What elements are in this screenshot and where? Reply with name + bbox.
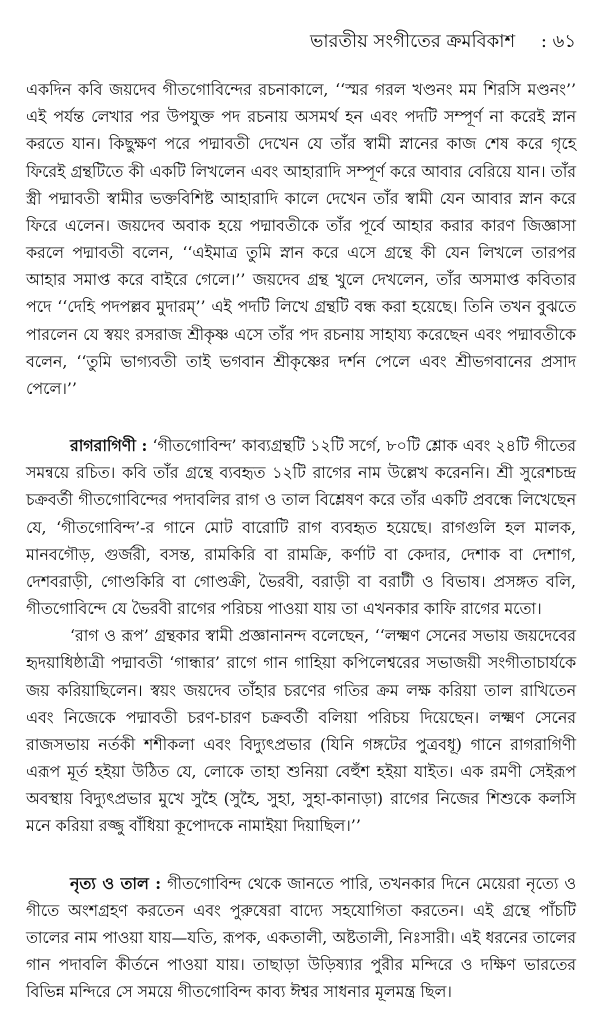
body-text bbox=[26, 76, 576, 1006]
paragraph-raag-o-roop-quote: ‘রাগ ও রূপ’ গ্রন্থকার স্বামী প্রজ্ঞানানন্দ বলেছেন, ‘‘লক্ষ্মণ সেনের সভায় জয়দেবের হৃদয়াধিষ্ঠাত্রী পদ্মাবতী ‘গান্ধার’ রাগে গান গাহিয়া কপিলেশ্বরের সভাজয়ী সংগীতাচার্যকে জয় করিয়াছিলেন। স্বয়ং জয়দেব তাঁহার চরণের গতির ক্রম লক্ষ করিয়া তাল রাখিতেন এবং নিজেকে পদ্মাবতী চরণ-চারণ চক্রবর্তী বলিয়া পরিচয় দিয়েছেন। লক্ষ্মণ সেনের রাজসভায় নর্তকী শশীকলা এবং বিদ্যুৎপ্রভার (যিনি গঙ্গটের পুত্রবধূ) গানে রাগরাগিণী এরূপ মূর্ত হইয়া উঠিত যে, লোকে তাহা শুনিয়া বেহুঁশ হইয়া যাইত। এক রমণী সেইরূপ অবস্থায় বিদ্যুৎপ্রভার মুখে সুহৈ (সুহৈ, সুহা, সুহা-কানাড়া) রাগের নিজের শিশুকে কলসি মনে করিয়া রজ্জু বাঁধিয়া কূপোদকে নামাইয়া দিয়াছিল।’’ bbox=[26, 626, 576, 836]
paragraph-jayadeva-story: একদিন কবি জয়দেব গীতগোবিন্দের রচনাকালে, ‘‘স্মর গরল খণ্ডনং মম শিরসি মণ্ডনং’’ এই পর্যন্ত লেখার পর উপযুক্ত পদ রচনায় অসমর্থ হন এবং পদটি সম্পূর্ণ না করেই স্নান করতে যান। কিছুক্ষণ পরে পদ্মাবতী দেখেন যে তাঁর স্বামী স্নানের কাজ শেষ করে গৃহে ফিরেই গ্রন্থটিতে কী একটি লিখলেন এবং আহারাদি সম্পূর্ণ করে আবার বেরিয়ে যান। তাঁর স্ত্রী পদ্মাবতী স্বামীর ভক্তবিশিষ্ট আহারাদি কালে দেখেন তাঁর স্বামী যেন আবার স্নান করে ফিরে এলেন। জয়দেব অবাক হয়ে পদ্মাবতীকে তাঁর পূর্বে আহার করার কারণ জিজ্ঞাসা করলে পদ্মাবতী বলেন, ‘‘এইমাত্র তুমি স্নান করে এসে গ্রন্থে কী যেন লিখলে তারপর আহার সমাপ্ত করে বাইরে গেলে।’’ জয়দেব গ্রন্থ খুলে দেখলেন, তাঁর অসমাপ্ত কবিতার পদে ‘‘দেহি পদপল্লব মুদারম্’’ এই পদটি লিখে গ্রন্থটি বন্ধ করা হয়েছে। তিনি তখন বুঝতে পারলেন যে স্বয়ং রসরাজ শ্রীকৃষ্ণ এসে তাঁর পদ রচনায় সাহায্য করেছেন এবং পদ্মাবতীকে বলেন, ‘‘তুমি ভাগ্যবতী তাই ভগবান শ্রীকৃষ্ণের দর্শন পেলে এবং শ্রীভগবানের প্রসাদ পেলে।’’ bbox=[26, 80, 576, 398]
section-heading-ragragini: রাগরাগিণী : bbox=[70, 436, 148, 456]
running-title: ভারতীয় সংগীতের ক্রমবিকাশ bbox=[310, 31, 516, 52]
page-number: : ৬১ bbox=[540, 31, 576, 52]
nritya-o-taal-text: গীতগোবিন্দ থেকে জানতে পারি, তখনকার দিনে মেয়েরা নৃত্যে ও গীতে অংশগ্রহণ করতেন এবং পুরুষেরা বাদ্যে সহযোগিতা করতেন। এই গ্রন্থে পাঁচটি তালের নাম পাওয়া যায়—যতি, রূপক, একতালী, অষ্টতালী, নিঃসারী। এই ধরনের তালের গান পদাবলি কীর্তনে পাওয়া যায়। তাছাড়া উড়িষ্যার পুরীর মন্দিরে ও দক্ষিণ ভারতের বিভিন্ন মন্দিরে সে সময়ে গীতগোবিন্দ কাব্য ঈশ্বর সাধনার মূলমন্ত্র ছিল। bbox=[26, 873, 576, 1002]
running-header bbox=[26, 30, 576, 60]
section-heading-nritya-o-taal: নৃত্য ও তাল : bbox=[70, 873, 162, 893]
ragragini-text: ‘গীতগোবিন্দ’ কাব্যগ্রন্থটি ১২টি সর্গে, ৮০টি শ্লোক এবং ২৪টি গীতের সমন্বয়ে রচিত। কবি তাঁর গ্রন্থে ব্যবহৃত ১২টি রাগের নাম উল্লেখ করেননি। শ্রী সুরেশচন্দ্র চক্রবর্তী গীতগোবিন্দের পদাবলির রাগ ও তাল বিশ্লেষণ করে তাঁর একটি প্রবন্ধে লিখেছেন যে, ‘গীতগোবিন্দ’-র গানে মোট বারোটি রাগ ব্যবহৃত হয়েছে। রাগগুলি হল মালক, মানবগৌড়, গুর্জরী, বসন্ত, রামকিরি বা রামক্রি, কর্ণাট বা কেদার, দেশাক বা দেশাগ, দেশবরাড়ী, গোণ্ডকিরি বা গোণ্ডক্রী, ভৈরবী, বরাড়ী বা বরাটী ও বিভাষ। প্রসঙ্গত বলি, গীতগোবিন্দে যে ভৈরবী রাগের পরিচয় পাওয়া যায় তা এখনকার কাফি রাগের মতো। bbox=[26, 436, 576, 619]
paragraph-ragragini bbox=[26, 432, 576, 622]
paragraph-nritya-o-taal bbox=[26, 870, 576, 1006]
